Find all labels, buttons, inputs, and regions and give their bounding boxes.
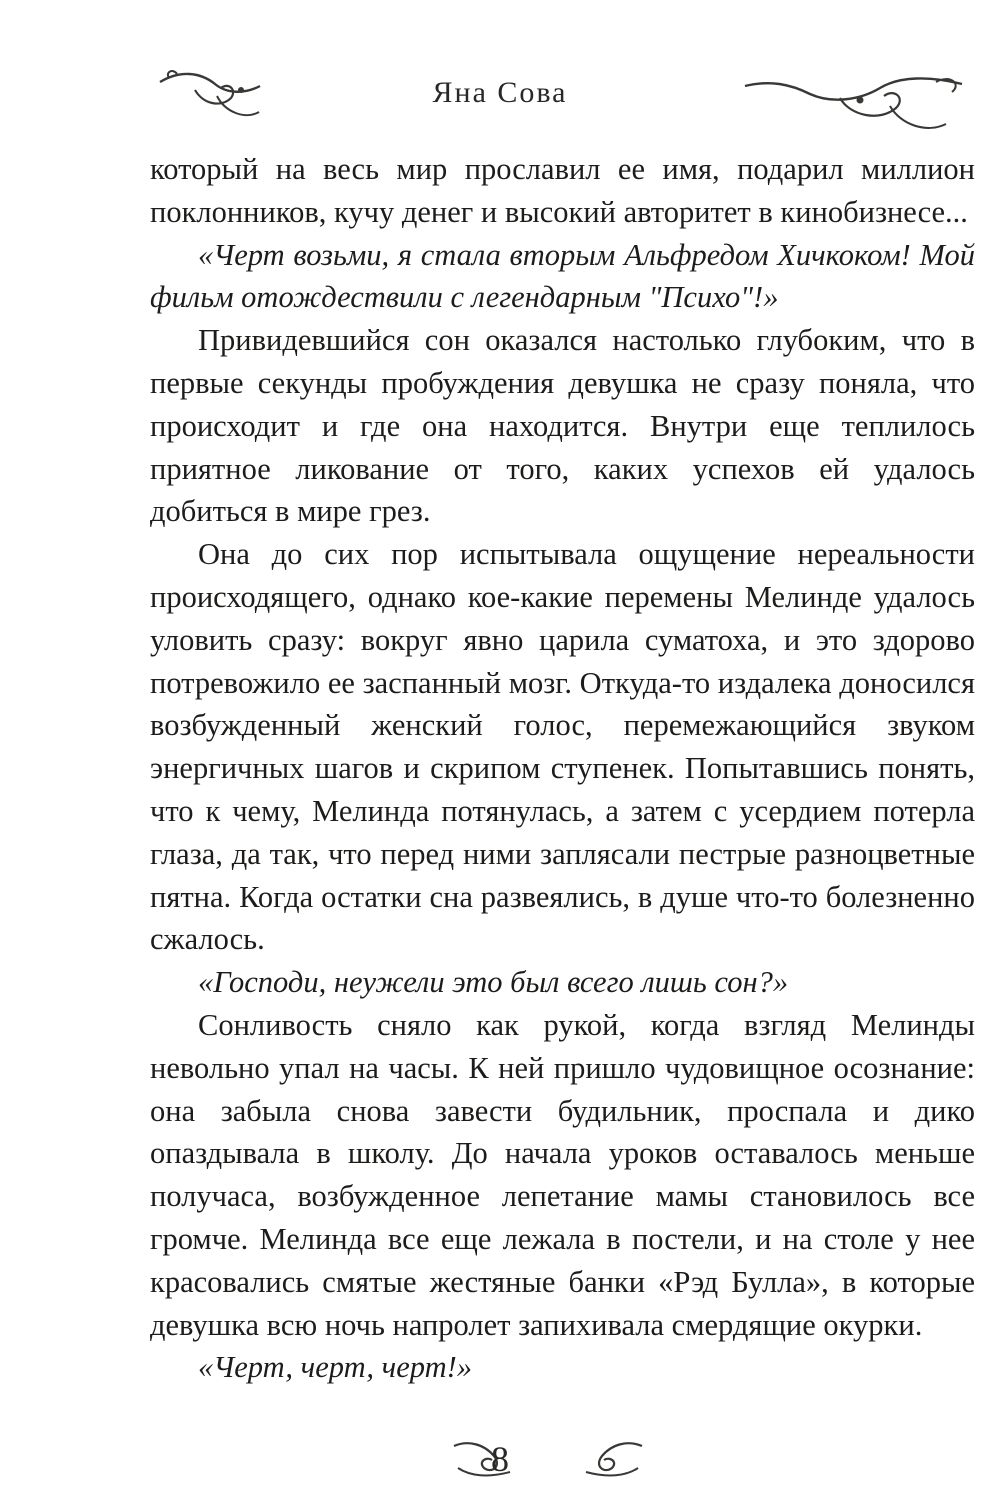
paragraph: который на весь мир прославил ее имя, подарил миллион поклонников, кучу денег и высокий авторитет в кинобизнесе... <box>150 152 975 229</box>
scroll-flourish-icon <box>578 1432 648 1482</box>
running-head-author: Яна Сова <box>432 76 568 109</box>
paragraph-inner-thought: «Господи, неужели это был всего лишь сон?» <box>198 965 789 1000</box>
page-number: 8 <box>491 1439 509 1479</box>
paragraph: Она до сих пор испытывала ощущение нереальности происходящего, однако кое-какие перемены Мелинде удалось уловить сразу: вокруг явно царила суматоха, и это здорово потревожило ее заспанный мозг. Откуда-то издалека доносился возбужденный женский голос, перемежающийся звуком энергичных шагов и скрипом ступенек. Попытавшись понять, что к чему, Мелинда потянулась, а затем с усердием потерла глаза, да так, что перед ними заплясали пестрые разноцветные пятна. Когда остатки сна развеялись, в душе что-то болезненно сжалось. <box>150 537 975 957</box>
chapter-text <box>150 148 975 1389</box>
paragraph-inner-thought: «Черт возьми, я стала вторым Альфредом Хичкоком! Мой фильм отождествили с легендарным "Психо"!» <box>150 237 975 315</box>
page-footer <box>0 1430 1000 1490</box>
page-header <box>0 60 1000 140</box>
paragraph: Сонливость сняло как рукой, когда взгляд Мелинды невольно упал на часы. К ней пришло чудовищное осознание: она забыла снова завести будильник, проспала и дико опаздывала в школу. До начала уроков оставалось меньше получаса, возбужденное лепетание мамы становилось все громче. Мелинда все еще лежала в постели, и на столе у нее красовались смятые жестяные банки «Рэд Булла», в которые девушка всю ночь напролет запихивала смердящие окурки. <box>150 1007 975 1342</box>
paragraph: Привидевшийся сон оказался настолько глубоким, что в первые секунды пробуждения девушка не сразу поняла, что происходит и где она находится. Внутри еще теплилось приятное ликование от того, каких успехов ей удалось добиться в мире грез. <box>150 323 975 529</box>
paragraph-inner-thought: «Черт, черт, черт!» <box>198 1350 473 1385</box>
floral-flourish-icon <box>740 60 970 140</box>
